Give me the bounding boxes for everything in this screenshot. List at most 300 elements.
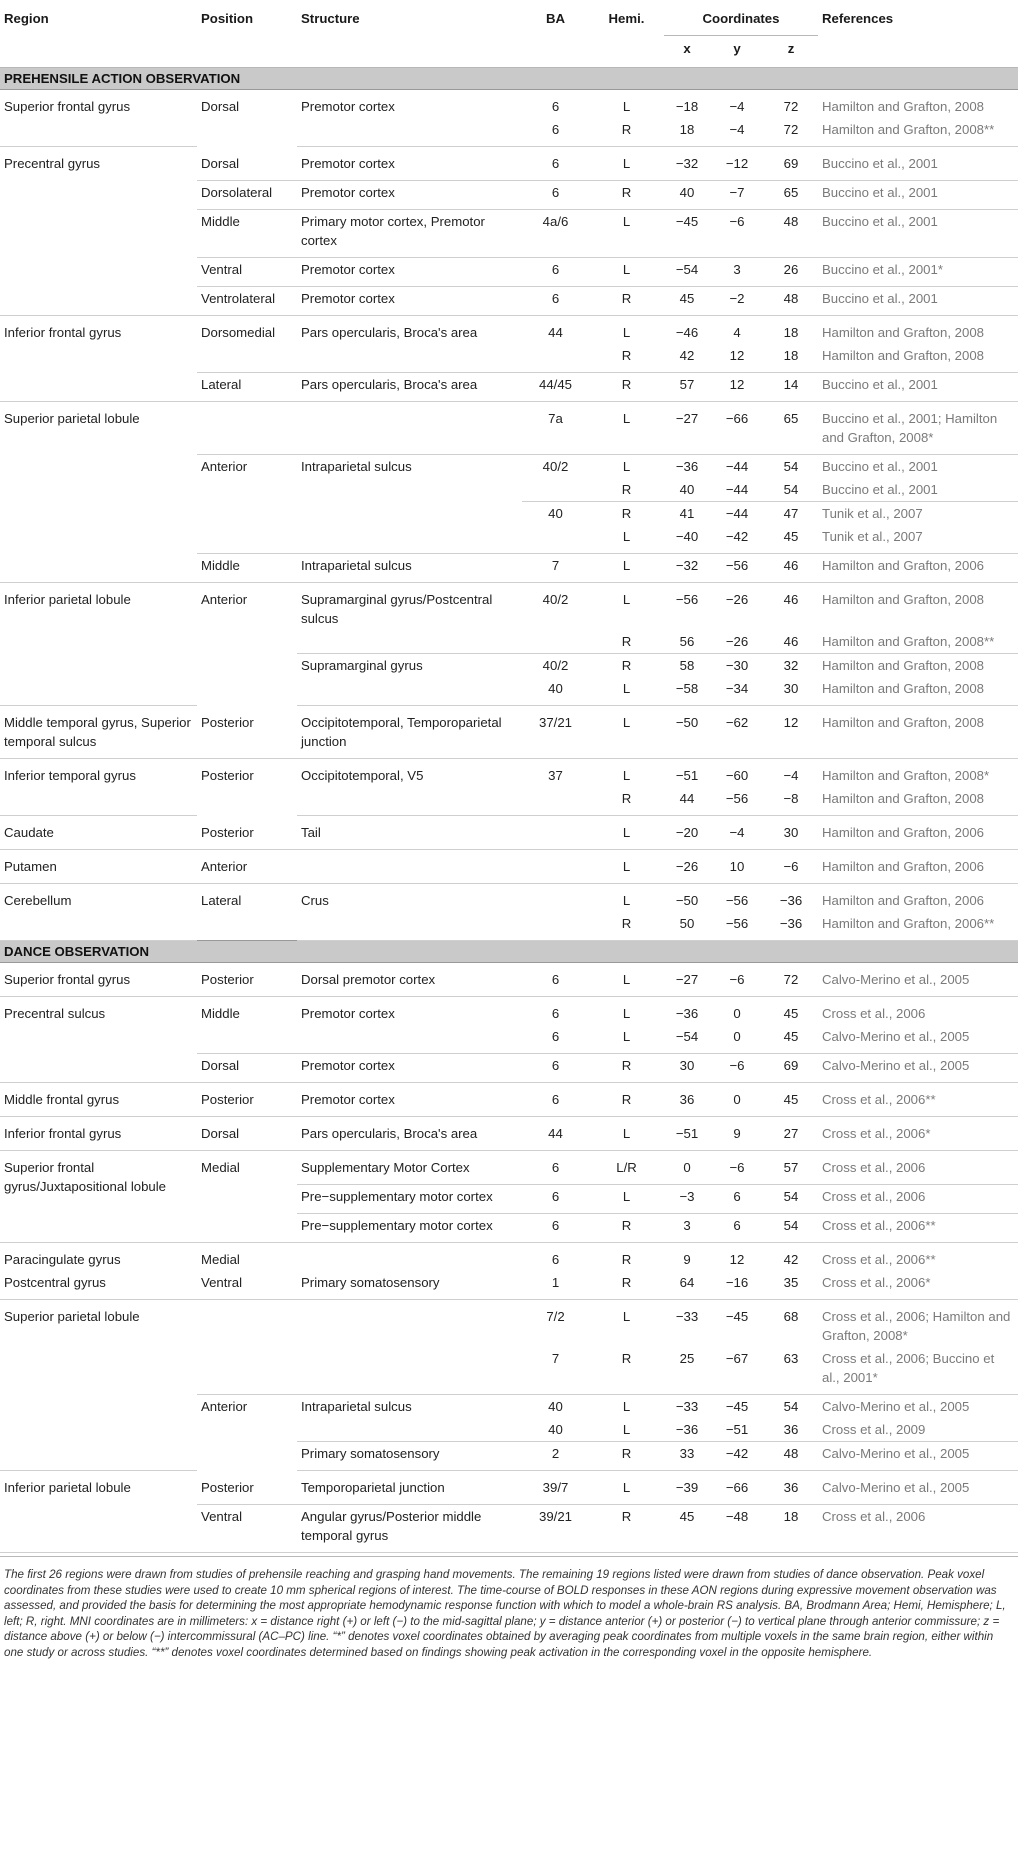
hemi-cell: R [589, 654, 664, 678]
coord-x-cell: −36 [675, 1006, 699, 1021]
structure-cell: Dorsal premotor cortex [297, 963, 522, 997]
reference-cell: Hamilton and Grafton, 2008 [818, 654, 1018, 678]
region-name: Putamen [0, 850, 197, 884]
region-name: Inferior temporal gyrus [0, 759, 197, 816]
coord-x-cell: −50 [675, 893, 699, 908]
coord-x-cell: −3 [664, 1185, 710, 1214]
coord-z-cell: 46 [764, 554, 818, 583]
coord-z-cell: 48 [764, 1442, 818, 1471]
position-cell: Lateral [201, 893, 242, 908]
ba-cell: 44/45 [522, 373, 589, 402]
coord-x-cell: −54 [664, 258, 710, 287]
hemi-cell: R [589, 502, 664, 526]
table-row [0, 963, 1018, 997]
structure-cell: Premotor cortex [297, 1054, 522, 1083]
position-cell: Middle [197, 997, 297, 1054]
reference-cell: Tunik et al., 2007 [818, 525, 1018, 554]
reference-cell: Buccino et al., 2001 [818, 181, 1018, 210]
coord-z-cell: 72 [783, 99, 799, 114]
hemi-cell: L [622, 592, 631, 607]
hemi-cell: R [589, 287, 664, 316]
region-name: Paracingulate gyrus [4, 1252, 121, 1267]
position-cell [197, 402, 297, 455]
ba-cell: 7 [522, 1347, 589, 1395]
coord-z-cell: −36 [779, 893, 803, 908]
hemi-cell: L [589, 402, 664, 455]
position-cell: Dorsolateral [197, 181, 297, 210]
table-row [0, 583, 1018, 631]
hemi-cell: R [621, 482, 632, 497]
coord-y-cell: −4 [710, 816, 764, 850]
coord-x-cell: −51 [675, 768, 699, 783]
position-cell: Posterior [197, 816, 297, 850]
coord-y-cell: 3 [710, 258, 764, 287]
structure-cell: Occipitotemporal, V5 [301, 768, 424, 783]
structure-cell: Pars opercularis, Broca's area [297, 1117, 522, 1151]
table-body [0, 68, 1018, 1553]
coord-x-cell: −26 [664, 850, 710, 884]
coord-z-cell: 18 [783, 325, 799, 340]
hemi-cell: L [589, 1025, 664, 1054]
ba-cell: 7/2 [546, 1309, 565, 1324]
reference-cell: Buccino et al., 2001; Hamilton and Grafton, 2008* [818, 402, 1018, 455]
coord-z-cell: −6 [764, 850, 818, 884]
reference-cell: Calvo-Merino et al., 2005 [822, 1399, 970, 1414]
reference-cell: Calvo-Merino et al., 2005 [818, 1442, 1018, 1471]
coord-x-cell: 30 [664, 1054, 710, 1083]
header-y: y [710, 36, 764, 68]
header-position: Position [201, 11, 254, 26]
structure-cell: Primary somatosensory [297, 1442, 522, 1471]
coord-y-cell: −6 [710, 1054, 764, 1083]
region-name: Inferior parietal lobule [0, 583, 197, 706]
table-row [0, 816, 1018, 850]
coord-y-cell: −56 [725, 893, 749, 908]
reference-cell: Buccino et al., 2001* [818, 258, 1018, 287]
ba-cell: 2 [522, 1442, 589, 1471]
coord-x-cell: −32 [664, 147, 710, 181]
ba-cell [522, 344, 589, 373]
position-cell: Medial [201, 1252, 240, 1267]
coord-y-cell: 6 [710, 1185, 764, 1214]
coord-x-cell: −27 [664, 963, 710, 997]
ba-cell [522, 912, 589, 941]
reference-cell: Tunik et al., 2007 [818, 502, 1018, 526]
coord-z-cell: 46 [783, 634, 799, 649]
structure-cell: Temporoparietal junction [297, 1471, 522, 1505]
table-row [0, 1117, 1018, 1151]
coord-x-cell: 41 [664, 502, 710, 526]
header-references: References [822, 11, 894, 26]
hemi-cell: L [622, 459, 631, 474]
coord-z-cell: 69 [764, 147, 818, 181]
coord-z-cell: −36 [764, 912, 818, 941]
position-cell: Ventrolateral [197, 287, 297, 316]
position-cell: Ventral [197, 1271, 297, 1300]
ba-cell: 40/2 [542, 459, 569, 474]
position-cell: Anterior [197, 455, 297, 554]
hemi-cell: R [589, 373, 664, 402]
ba-cell: 40 [522, 677, 589, 706]
coord-x-cell: −58 [664, 677, 710, 706]
hemi-cell: L/R [589, 1151, 664, 1185]
coord-y-cell: −34 [710, 677, 764, 706]
coord-x-cell: 56 [679, 634, 695, 649]
region-name: Superior parietal lobule [0, 402, 197, 583]
structure-cell [297, 344, 522, 373]
ba-cell: 4a/6 [522, 210, 589, 258]
ba-cell: 40/2 [522, 654, 589, 678]
coord-y-cell: −56 [710, 554, 764, 583]
reference-cell: Calvo-Merino et al., 2005 [818, 1025, 1018, 1054]
reference-cell: Cross et al., 2006* [818, 1117, 1018, 1151]
header-ba: BA [545, 11, 566, 26]
table-row [0, 316, 1018, 345]
hemi-cell: R [589, 1271, 664, 1300]
region-name: Cerebellum [0, 884, 197, 941]
structure-cell [297, 502, 522, 526]
coord-z-cell: 12 [764, 706, 818, 759]
hemi-cell: L [622, 99, 631, 114]
hemi-cell: R [589, 1083, 664, 1117]
coord-z-cell: 18 [764, 344, 818, 373]
section-header [0, 941, 1018, 963]
reference-cell: Cross et al., 2006* [818, 1271, 1018, 1300]
coord-y-cell: −45 [725, 1399, 749, 1414]
hemi-cell: L [622, 768, 631, 783]
hemi-cell: L [589, 963, 664, 997]
header-subrow [0, 36, 1018, 68]
reference-cell: Buccino et al., 2001 [818, 147, 1018, 181]
position-cell: Posterior [201, 768, 254, 783]
hemi-cell: R [589, 181, 664, 210]
reference-cell: Hamilton and Grafton, 2008 [822, 592, 985, 607]
coord-x-cell: −36 [675, 1422, 699, 1437]
region-name: Superior frontal gyrus [0, 963, 197, 997]
structure-cell: Premotor cortex [297, 1083, 522, 1117]
coord-x-cell: −33 [675, 1399, 699, 1414]
position-cell [197, 1185, 297, 1214]
coord-y-cell: −56 [710, 912, 764, 941]
coord-z-cell: −8 [764, 787, 818, 816]
position-cell: Posterior [197, 1471, 297, 1505]
hemi-cell: R [589, 1442, 664, 1471]
coord-y-cell: 0 [733, 1006, 741, 1021]
hemi-cell: L [622, 1006, 631, 1021]
reference-cell: Buccino et al., 2001 [822, 482, 938, 497]
structure-cell [297, 118, 522, 147]
coord-x-cell: −50 [664, 706, 710, 759]
structure-cell: Supramarginal gyrus/Postcentral sulcus [301, 592, 493, 626]
reference-cell: Hamilton and Grafton, 2008** [818, 118, 1018, 147]
table-row [0, 706, 1018, 759]
coord-y-cell: −67 [710, 1347, 764, 1395]
reference-cell: Cross et al., 2006** [818, 1214, 1018, 1243]
ba-cell: 37 [548, 768, 563, 783]
coord-z-cell: 68 [783, 1309, 799, 1324]
ba-cell: 6 [522, 1185, 589, 1214]
coord-z-cell: −4 [783, 768, 799, 783]
ba-cell: 6 [522, 1025, 589, 1054]
table-row [0, 1243, 1018, 1272]
coord-z-cell: 30 [764, 677, 818, 706]
hemi-cell: L [589, 525, 664, 554]
ba-cell: 6 [522, 258, 589, 287]
structure-cell: Primary motor cortex, Premotor cortex [297, 210, 522, 258]
coord-x-cell: −46 [675, 325, 699, 340]
hemi-cell: L [589, 1117, 664, 1151]
structure-cell: Intraparietal sulcus [301, 1399, 412, 1414]
hemi-cell: L [622, 325, 631, 340]
ba-cell: 40/2 [542, 592, 569, 607]
hemi-cell: L [622, 1422, 631, 1437]
coord-z-cell: 54 [764, 1214, 818, 1243]
coord-y-cell: −45 [725, 1309, 749, 1324]
structure-cell [297, 402, 522, 455]
position-cell: Middle [197, 210, 297, 258]
coord-z-cell: 65 [764, 402, 818, 455]
ba-cell: 6 [522, 181, 589, 210]
hemi-cell: R [589, 787, 664, 816]
region-name: Postcentral gyrus [0, 1271, 197, 1300]
coord-z-cell: 65 [764, 181, 818, 210]
coord-z-cell: 57 [764, 1151, 818, 1185]
structure-cell: Pars opercularis, Broca's area [297, 373, 522, 402]
hemi-cell: L [622, 893, 631, 908]
ba-cell: 6 [551, 1252, 560, 1267]
table-row [0, 90, 1018, 119]
coord-y-cell: −16 [710, 1271, 764, 1300]
region-name: Middle frontal gyrus [0, 1083, 197, 1117]
coord-x-cell: 50 [664, 912, 710, 941]
structure-cell: Premotor cortex [301, 99, 395, 114]
structure-cell: Intraparietal sulcus [297, 554, 522, 583]
hemi-cell: R [589, 1505, 664, 1553]
ba-cell [522, 630, 589, 654]
region-name: Inferior frontal gyrus [0, 316, 197, 402]
ba-cell: 37/21 [522, 706, 589, 759]
region-name: Precentral sulcus [0, 997, 197, 1083]
ba-cell: 6 [522, 1214, 589, 1243]
position-cell: Lateral [197, 373, 297, 402]
coord-y-cell: −6 [710, 210, 764, 258]
structure-cell [297, 1347, 522, 1395]
ba-cell [522, 884, 589, 913]
coord-y-cell: −26 [725, 592, 749, 607]
coord-x-cell: 33 [664, 1442, 710, 1471]
coord-y-cell: −62 [710, 706, 764, 759]
position-cell: Anterior [201, 1399, 248, 1414]
coord-z-cell: 72 [764, 963, 818, 997]
region-name: Middle temporal gyrus, Superior temporal sulcus [0, 706, 197, 759]
reference-cell: Hamilton and Grafton, 2006 [818, 554, 1018, 583]
coord-z-cell: 54 [783, 1399, 799, 1414]
ba-cell: 40 [522, 502, 589, 526]
ba-cell: 39/21 [522, 1505, 589, 1553]
section-title: DANCE OBSERVATION [0, 941, 1018, 963]
coord-y-cell: 12 [729, 1252, 745, 1267]
coord-x-cell: 40 [664, 181, 710, 210]
hemi-cell: R [589, 1347, 664, 1395]
structure-cell: Tail [297, 816, 522, 850]
reference-cell: Cross et al., 2006 [818, 1151, 1018, 1185]
ba-cell [522, 850, 589, 884]
coord-y-cell: −7 [710, 181, 764, 210]
structure-cell [297, 1243, 522, 1272]
hemi-cell: L [622, 1399, 631, 1414]
region-name: Inferior frontal gyrus [0, 1117, 197, 1151]
position-cell: Dorsomedial [197, 316, 297, 373]
structure-cell [297, 850, 522, 884]
ba-cell [522, 478, 589, 502]
coord-x-cell: 42 [664, 344, 710, 373]
reference-cell: Cross et al., 2006** [818, 1083, 1018, 1117]
header-coordinates: Coordinates [664, 0, 818, 36]
coord-y-cell: −44 [725, 482, 749, 497]
section-title: PREHENSILE ACTION OBSERVATION [0, 68, 1018, 90]
reference-cell: Hamilton and Grafton, 2008 [822, 325, 985, 340]
hemi-cell: L [589, 554, 664, 583]
structure-cell [297, 912, 522, 941]
reference-cell: Cross et al., 2006 [822, 1006, 926, 1021]
coord-x-cell: 45 [664, 287, 710, 316]
structure-cell [297, 787, 522, 816]
coord-y-cell: −42 [710, 525, 764, 554]
structure-cell: Premotor cortex [297, 147, 522, 181]
table-row [0, 997, 1018, 1026]
reference-cell: Cross et al., 2006 [818, 1505, 1018, 1553]
coord-y-cell: 12 [710, 373, 764, 402]
ba-cell [522, 816, 589, 850]
region-name: Caudate [0, 816, 197, 850]
table-caption: The first 26 regions were drawn from studies of prehensile reaching and grasping hand movements. The remaining 19 regions listed were drawn from studies of dance observation. Peak voxel coordinates from these studies were used to create 10 mm spherical regions of interest. The time-course of BOLD responses in these AON regions during expressive movement observation was assessed, and provided the basis for determining the most appropriate hemodynamic response function with which to model a whole-brain RS analysis. BA, Brodmann Area; Hemi, Hemisphere; L, left; R, right. MNI coordinates are in millimeters: x = distance right (+) or left (−) to the mid-sagittal plane; y = distance anterior (+) or posterior (−) to vertical plane through anterior commissure; z = distance above (+) or below (−) intercommissural (AC–PC) line. “*” denotes voxel coordinates obtained by averaging peak coordinates from multiple voxels in the same brain region, either within one study or across studies. “**” denotes voxel coordinates determined based on findings showing peak activation in the corresponding voxel in the opposite hemisphere. [0, 1556, 1018, 1660]
ba-cell: 7a [522, 402, 589, 455]
ba-cell: 6 [522, 1083, 589, 1117]
reference-cell: Hamilton and Grafton, 2008 [818, 677, 1018, 706]
coord-x-cell: 58 [664, 654, 710, 678]
coord-x-cell: −56 [675, 592, 699, 607]
table-row [0, 884, 1018, 913]
reference-cell: Buccino et al., 2001 [822, 459, 938, 474]
region-name: Inferior parietal lobule [0, 1471, 197, 1553]
coord-y-cell: −30 [710, 654, 764, 678]
coord-z-cell: 18 [764, 1505, 818, 1553]
coord-x-cell: 57 [664, 373, 710, 402]
coord-x-cell: 9 [683, 1252, 691, 1267]
position-cell: Posterior [197, 963, 297, 997]
coord-z-cell: 54 [783, 459, 799, 474]
coord-z-cell: 45 [783, 1006, 799, 1021]
position-cell: Dorsal [197, 147, 297, 181]
coord-x-cell: 18 [664, 118, 710, 147]
coord-x-cell: −45 [664, 210, 710, 258]
coord-y-cell: −6 [710, 1151, 764, 1185]
header-x: x [664, 36, 710, 68]
coord-x-cell: 0 [664, 1151, 710, 1185]
hemi-cell: L [589, 706, 664, 759]
hemi-cell: L [589, 816, 664, 850]
reference-cell: Cross et al., 2006; Hamilton and Grafton, 2008* [822, 1309, 1011, 1343]
reference-cell: Hamilton and Grafton, 2008 [822, 99, 985, 114]
reference-cell: Buccino et al., 2001 [818, 287, 1018, 316]
coord-x-cell: −20 [664, 816, 710, 850]
hemi-cell: R [589, 118, 664, 147]
ba-cell: 6 [522, 1054, 589, 1083]
ba-cell: 6 [522, 1151, 589, 1185]
coord-z-cell: 45 [764, 1083, 818, 1117]
ba-cell: 6 [522, 963, 589, 997]
coord-x-cell: −40 [664, 525, 710, 554]
position-cell: Anterior [201, 592, 248, 607]
coord-y-cell: −44 [725, 459, 749, 474]
header-z: z [764, 36, 818, 68]
hemi-cell: L [622, 1309, 631, 1324]
table-row [0, 1471, 1018, 1505]
coord-y-cell: 9 [710, 1117, 764, 1151]
table-row [0, 1271, 1018, 1300]
position-cell: Dorsal [201, 99, 240, 114]
coord-z-cell: 30 [764, 816, 818, 850]
coord-y-cell: 0 [710, 1083, 764, 1117]
coord-y-cell: −4 [729, 99, 745, 114]
table-row [0, 1083, 1018, 1117]
coord-x-cell: −18 [675, 99, 699, 114]
reference-cell: Hamilton and Grafton, 2006** [818, 912, 1018, 941]
position-cell [197, 1300, 297, 1395]
structure-cell: Premotor cortex [297, 287, 522, 316]
hemi-cell: L [589, 850, 664, 884]
coord-z-cell: 45 [764, 1025, 818, 1054]
region-name: Superior frontal gyrus [0, 90, 197, 147]
reference-cell: Calvo-Merino et al., 2005 [818, 1054, 1018, 1083]
structure-cell [297, 1025, 522, 1054]
section-header [0, 68, 1018, 90]
header-row [0, 0, 1018, 36]
position-cell: Anterior [197, 850, 297, 884]
structure-cell: Premotor cortex [301, 1006, 395, 1021]
coord-x-cell: −39 [664, 1471, 710, 1505]
structure-cell: Intraparietal sulcus [301, 459, 412, 474]
position-cell: Posterior [197, 1083, 297, 1117]
header-structure: Structure [301, 11, 360, 26]
position-cell: Dorsal [197, 1054, 297, 1083]
table-row [0, 759, 1018, 788]
coord-y-cell: −66 [710, 1471, 764, 1505]
reference-cell: Cross et al., 2006 [818, 1185, 1018, 1214]
reference-cell: Hamilton and Grafton, 2008 [818, 706, 1018, 759]
coord-y-cell: −4 [710, 118, 764, 147]
structure-cell [297, 1300, 522, 1348]
structure-cell: Crus [301, 893, 329, 908]
hemi-cell: L [589, 1185, 664, 1214]
ba-cell: 44 [548, 325, 563, 340]
hemi-cell: R [589, 912, 664, 941]
coord-z-cell: 46 [783, 592, 799, 607]
coord-z-cell: 48 [764, 287, 818, 316]
coord-y-cell: 6 [710, 1214, 764, 1243]
coord-x-cell: −33 [675, 1309, 699, 1324]
structure-cell: Angular gyrus/Posterior middle temporal gyrus [297, 1505, 522, 1553]
coord-z-cell: 45 [764, 525, 818, 554]
table-row [0, 1151, 1018, 1185]
structure-cell [297, 478, 522, 502]
hemi-cell: L [589, 677, 664, 706]
coord-y-cell: 0 [710, 1025, 764, 1054]
coord-z-cell: 14 [764, 373, 818, 402]
coord-y-cell: 12 [710, 344, 764, 373]
hemi-cell: R [621, 1252, 632, 1267]
table-row [0, 147, 1018, 181]
